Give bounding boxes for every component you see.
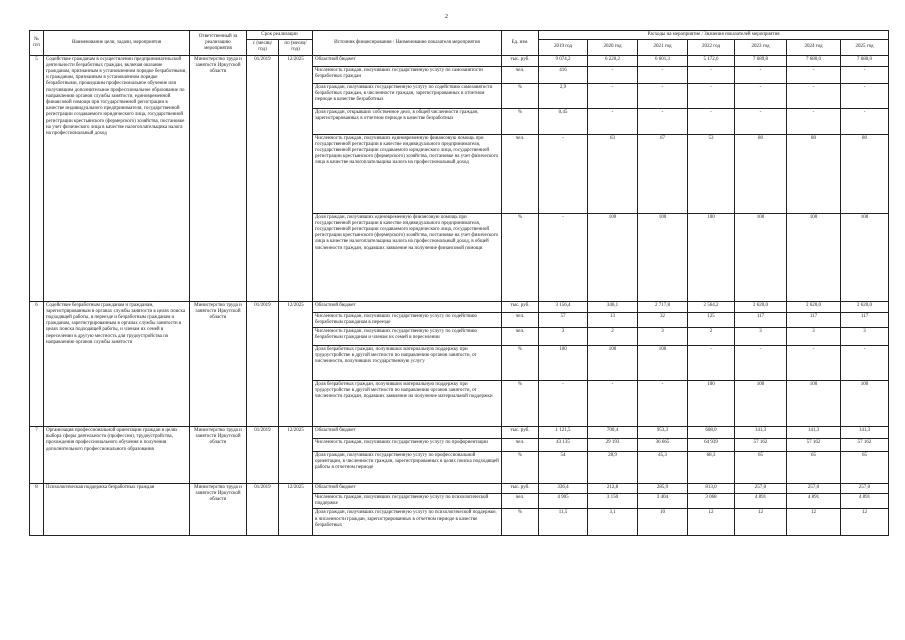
unit-cell: % <box>502 452 539 484</box>
table-body <box>30 55 889 536</box>
year-value: 32 <box>638 312 688 327</box>
measure-name: Психологическая поддержка безработных граждан <box>44 484 190 536</box>
year-value: 141,3 <box>787 427 841 439</box>
year-value: 5 172,6 <box>688 55 735 66</box>
unit-cell: % <box>502 108 539 134</box>
unit-cell: % <box>502 346 539 381</box>
year-value: 3 <box>539 328 588 346</box>
period-from: 01/2019 <box>247 55 279 301</box>
year-value: 80 <box>735 134 787 213</box>
col-expenses-header: Расходы на мероприятие / Значения показателей мероприятия <box>539 31 889 40</box>
year-header: 2019 год <box>539 40 588 55</box>
year-value: 11,5 <box>539 509 588 536</box>
program-table <box>29 30 889 536</box>
year-header: 2020 год <box>588 40 638 55</box>
year-value: 100 <box>638 213 688 301</box>
year-value: - <box>787 108 841 134</box>
indicator-name: Областной бюджет <box>313 301 502 312</box>
indicator-name: Доля граждан, получивших государственную услугу по профессиональной ориентации, в численности граждан, зарегистрированных в целях поиска подходящей работы в отчетном периоде <box>313 452 502 484</box>
year-value: 7 680,0 <box>841 55 889 66</box>
unit-cell: тыс. руб. <box>502 301 539 312</box>
year-value: 57 162 <box>787 439 841 452</box>
table-row <box>30 301 889 312</box>
year-header: 2021 год <box>638 40 688 55</box>
measure-name: Содействие безработным гражданам и гражданам, зарегистрированным в органах службы занятости в целях поиска подходящей работы, в переезде и безработным гражданам и гражданам, зарегистрированным в органах службы занятости в целях поиска подходящей работы, и членам их семей в переселении в другую местность для трудоустройства по направлению органов службы занятости <box>44 301 190 426</box>
year-value: 3 <box>841 328 889 346</box>
year-value: - <box>688 66 735 83</box>
unit-cell: чел. <box>502 312 539 327</box>
year-value: - <box>638 381 688 427</box>
year-value: 10 <box>638 509 688 536</box>
year-value: 257,0 <box>787 484 841 494</box>
year-value: 64 939 <box>688 439 735 452</box>
year-value: 700,4 <box>588 427 638 439</box>
year-value: 2 <box>688 328 735 346</box>
year-value: - <box>688 83 735 108</box>
measure-name: Содействие гражданам в осуществлении предпринимательской деятельности безработных граждан, включая оказание гражданам, признанным в установленном порядке безработными, и гражданам, признанным в установленном порядке безработными, прошедшим профессиональное обучение или получившим дополнительное профессиональное образование по направлению органов службы занятости, единовременной финансовой помощи при государственной регистрации в качестве индивидуального предпринимателя, государственной регистрации создаваемого юридического лица, государственной регистрации крестьянского (фермерского) хозяйства, постановке на учет физического лица в качестве налогоплательщика налога на профессиональный доход <box>44 55 190 301</box>
year-value: 3 150 <box>588 494 638 509</box>
year-value: - <box>787 83 841 108</box>
year-value: 100 <box>588 346 638 381</box>
indicator-name: Доля граждан, получивших государственную услугу по содействию самозанятости безработных граждан, в численности граждан, зарегистрированных в отчетном периоде в качестве безработных <box>313 83 502 108</box>
year-value: 3 <box>638 328 688 346</box>
year-header: 2025 год <box>841 40 889 55</box>
unit-cell: чел. <box>502 439 539 452</box>
year-value: 3 404 <box>638 494 688 509</box>
responsible-body: Министерство труда и занятости Иркутской области <box>190 427 247 484</box>
year-value: - <box>588 66 638 83</box>
year-value: - <box>588 381 638 427</box>
indicator-name: Областной бюджет <box>313 55 502 66</box>
year-value: 3 068 <box>688 494 735 509</box>
col-no-header: № п/п <box>30 31 44 56</box>
year-value: - <box>735 108 787 134</box>
year-value: - <box>787 66 841 83</box>
unit-cell: чел. <box>502 494 539 509</box>
year-value: - <box>539 381 588 427</box>
year-value: 4 905 <box>539 494 588 509</box>
year-value: 12 <box>787 509 841 536</box>
year-value: 100 <box>688 213 735 301</box>
year-value: 2 620,0 <box>787 301 841 312</box>
year-value: 953,3 <box>638 427 688 439</box>
year-value: 141,3 <box>735 427 787 439</box>
year-value: - <box>841 83 889 108</box>
year-value: 3 156,4 <box>539 301 588 312</box>
year-value: - <box>539 134 588 213</box>
responsible-body: Министерство труда и занятости Иркутской области <box>190 301 247 426</box>
year-value: 2 <box>588 328 638 346</box>
year-value: 0,45 <box>539 108 588 134</box>
year-value: 7 680,0 <box>787 55 841 66</box>
indicator-name: Численность граждан, получивших государственную услугу по самозанятости безработных граждан <box>313 66 502 83</box>
unit-cell: чел. <box>502 66 539 83</box>
year-value: 3,1 <box>588 509 638 536</box>
period-to: 12/2025 <box>279 484 313 536</box>
year-value: 2 620,0 <box>841 301 889 312</box>
year-value: 12 <box>688 509 735 536</box>
col-source-header: Источник финансирования / Наименование показателя мероприятия <box>313 31 502 56</box>
year-value: 3 <box>735 328 787 346</box>
indicator-name: Доля граждан, получивших единовременную финансовую помощь при государственной регистрации в качестве индивидуального предпринимателя, государственной регистрации создаваемого юридического лица, государственной регистрации крестьянского (фермерского) хозяйства, постановке на учет физического лица в качестве налогоплательщика налога на профессиональный доход, в общей численности граждан, подавших заявление на получение финансовой помощи <box>313 213 502 301</box>
year-value: 2,9 <box>539 83 588 108</box>
year-value: 117 <box>735 312 787 327</box>
year-value: 9 074,2 <box>539 55 588 66</box>
unit-cell: % <box>502 83 539 108</box>
indicator-name: Доля граждан, открывших собственное дело, в общей численности граждан, зарегистрированных в отчетном периоде в качестве безработных <box>313 108 502 134</box>
year-value: 43 135 <box>539 439 588 452</box>
year-value: - <box>688 346 735 381</box>
year-value: 36 665 <box>638 439 688 452</box>
indicator-name: Областной бюджет <box>313 484 502 494</box>
col-responsible-header: Ответственный за реализацию мероприятия <box>190 31 247 56</box>
year-value: - <box>638 66 688 83</box>
year-value: - <box>841 66 889 83</box>
year-value: 100 <box>688 381 735 427</box>
year-value: 7 689,8 <box>735 55 787 66</box>
col-unit-header: Ед. изм. <box>502 31 539 56</box>
year-value: 6 601,3 <box>638 55 688 66</box>
col-period-header: Срок реализации <box>247 31 313 40</box>
indicator-name: Доля граждан, получивших государственную услугу по психологической поддержке, в численности граждан, зарегистрированных в отчетном периоде в качестве безработных <box>313 509 502 536</box>
unit-cell: % <box>502 381 539 427</box>
table-row <box>30 55 889 66</box>
year-value: 100 <box>588 213 638 301</box>
year-value: 346,1 <box>588 301 638 312</box>
year-value: 13 <box>588 312 638 327</box>
year-value: - <box>539 213 588 301</box>
year-value: 4 891 <box>841 494 889 509</box>
period-to: 12/2025 <box>279 55 313 301</box>
year-value: - <box>588 83 638 108</box>
year-header: 2022 год <box>688 40 735 55</box>
year-value: 257,0 <box>841 484 889 494</box>
period-from: 01/2019 <box>247 301 279 426</box>
year-value: 100 <box>787 381 841 427</box>
year-value: - <box>638 83 688 108</box>
year-value: 416 <box>539 66 588 83</box>
row-number: 5 <box>30 55 44 301</box>
unit-cell: чел. <box>502 328 539 346</box>
year-value: 212,8 <box>588 484 638 494</box>
period-from: 01/2019 <box>247 427 279 484</box>
year-value: 2 564,2 <box>688 301 735 312</box>
year-value: 54 <box>539 452 588 484</box>
header-row-1 <box>30 31 889 40</box>
year-value: - <box>787 346 841 381</box>
year-value: 2 717,8 <box>638 301 688 312</box>
year-value: 29 193 <box>588 439 638 452</box>
year-value: 141,3 <box>841 427 889 439</box>
year-value: 68,3 <box>688 452 735 484</box>
indicator-name: Численность граждан, получивших государственную услугу по содействию безработным гражданам в переезде <box>313 312 502 327</box>
row-number: 7 <box>30 427 44 484</box>
year-value: 100 <box>841 381 889 427</box>
year-value: 100 <box>638 346 688 381</box>
year-value: 100 <box>787 213 841 301</box>
year-value: 1 121,5 <box>539 427 588 439</box>
year-value: 80 <box>787 134 841 213</box>
responsible-body: Министерство труда и занятости Иркутской области <box>190 484 247 536</box>
row-number: 8 <box>30 484 44 536</box>
year-value: 4 891 <box>735 494 787 509</box>
year-value: - <box>841 346 889 381</box>
year-value: 28,9 <box>588 452 638 484</box>
col-name-header: Наименование цели, задачи, мероприятия <box>44 31 190 56</box>
period-from: 01/2019 <box>247 484 279 536</box>
year-value: 67 <box>638 134 688 213</box>
table-row <box>30 484 889 494</box>
year-header: 2023 год <box>735 40 787 55</box>
year-value: 336,4 <box>539 484 588 494</box>
unit-cell: % <box>502 509 539 536</box>
responsible-body: Министерство труда и занятости Иркутской области <box>190 55 247 301</box>
year-value: - <box>735 66 787 83</box>
period-to: 12/2025 <box>279 301 313 426</box>
indicator-name: Областной бюджет <box>313 427 502 439</box>
table-row <box>30 427 889 439</box>
year-value: 285,9 <box>638 484 688 494</box>
year-value: 3 <box>787 328 841 346</box>
year-value: 57 162 <box>841 439 889 452</box>
year-value: 125 <box>688 312 735 327</box>
year-value: 100 <box>735 213 787 301</box>
year-value: 6 220,2 <box>588 55 638 66</box>
year-value: 12 <box>735 509 787 536</box>
year-value: 80 <box>841 134 889 213</box>
year-value: 53 <box>688 134 735 213</box>
indicator-name: Численность граждан, получивших государственную услугу по психологической поддержке <box>313 494 502 509</box>
indicator-name: Доля безработных граждан, получивших материальную поддержку при трудоустройстве в другой местности по направлению органов занятости, от численности, получивших государственную услугу <box>313 346 502 381</box>
year-value: 2 620,0 <box>735 301 787 312</box>
indicator-name: Численность граждан, получивших государственную услугу по содействию безработным гражданам и членам их семей в переселении <box>313 328 502 346</box>
year-value: - <box>588 108 638 134</box>
year-value: 63 <box>588 134 638 213</box>
unit-cell: тыс. руб. <box>502 427 539 439</box>
indicator-name: Численность граждан, получивших единовременную финансовую помощь при государственной регистрации в качестве индивидуального предпринимателя, государственной регистрации создаваемого юридического лица, государственной регистрации крестьянского (фермерского) хозяйства, постановке на учет физического лица в качестве налогоплательщика налога на профессиональный доход <box>313 134 502 213</box>
year-value: 65 <box>735 452 787 484</box>
year-value: 813,0 <box>688 484 735 494</box>
year-value: 65 <box>787 452 841 484</box>
year-value: 117 <box>841 312 889 327</box>
period-to: 12/2025 <box>279 427 313 484</box>
year-value: - <box>735 346 787 381</box>
year-value: 57 <box>539 312 588 327</box>
year-header: 2024 год <box>787 40 841 55</box>
measure-name: Организация профессиональной ориентации граждан в целях выбора сферы деятельности (профессии), трудоустройства, прохождения профессионального обучения и получения дополнительного профессионального образования <box>44 427 190 484</box>
year-value: - <box>735 83 787 108</box>
year-value: 608,0 <box>688 427 735 439</box>
year-value: 65 <box>841 452 889 484</box>
row-number: 6 <box>30 301 44 426</box>
page-number: 2 <box>445 14 448 20</box>
year-value: 100 <box>735 381 787 427</box>
year-value: 57 162 <box>735 439 787 452</box>
unit-cell: % <box>502 213 539 301</box>
year-value: - <box>638 108 688 134</box>
col-to-header: по (месяц/ год) <box>279 40 313 55</box>
year-value: 257,0 <box>735 484 787 494</box>
year-value: - <box>841 108 889 134</box>
year-value: 117 <box>787 312 841 327</box>
unit-cell: тыс. руб. <box>502 484 539 494</box>
year-value: 12 <box>841 509 889 536</box>
indicator-name: Доля безработных граждан, получивших материальную поддержку при трудоустройстве в другой местности по направлению органов занятости, от численности граждан, подавших заявление на получение материальной поддержки <box>313 381 502 427</box>
indicator-name: Численность граждан, получивших государственную услугу по профориентации <box>313 439 502 452</box>
unit-cell: тыс. руб. <box>502 55 539 66</box>
year-value: 4 891 <box>787 494 841 509</box>
year-value: 45,3 <box>638 452 688 484</box>
year-value: 100 <box>841 213 889 301</box>
unit-cell: чел. <box>502 134 539 213</box>
year-value: - <box>688 108 735 134</box>
year-value: 100 <box>539 346 588 381</box>
col-from-header: с (месяц/ год) <box>247 40 279 55</box>
